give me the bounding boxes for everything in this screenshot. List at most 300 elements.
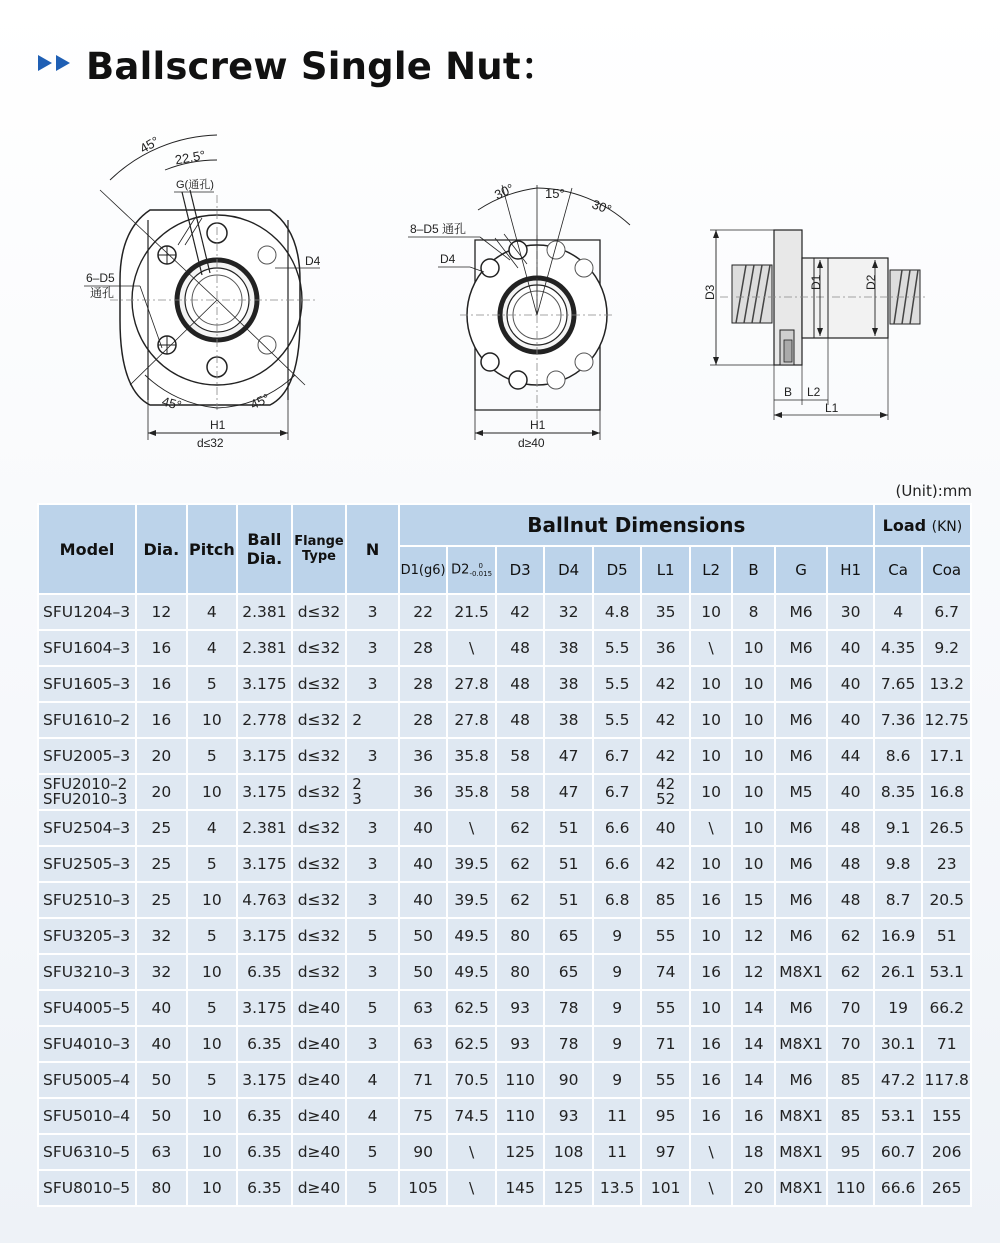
l2-label: L2 xyxy=(807,385,821,399)
cell-d4: 108 xyxy=(545,1135,592,1169)
col-n: N xyxy=(347,505,398,593)
g-through-hole-label: G(通孔) xyxy=(176,179,214,191)
cell-h1: 85 xyxy=(828,1063,873,1097)
col-d4: D4 xyxy=(545,547,592,593)
cell-h1: 44 xyxy=(828,739,873,773)
cell-model: SFU3210–3 xyxy=(39,955,135,989)
col-d2 xyxy=(448,547,495,593)
cell-flange: d≥40 xyxy=(293,1063,346,1097)
cell-dia: 25 xyxy=(137,811,186,845)
cell-d1: 50 xyxy=(400,955,447,989)
cell-b: 10 xyxy=(733,811,773,845)
cell-n xyxy=(347,775,398,809)
cell-l1: 74 xyxy=(642,955,689,989)
cell-d5: 6.8 xyxy=(594,883,641,917)
cell-d3: 93 xyxy=(497,991,544,1025)
cell-d5: 9 xyxy=(594,1063,641,1097)
cell-coa: 16.8 xyxy=(923,775,970,809)
cell-flange: d≤32 xyxy=(293,955,346,989)
cell-d3: 145 xyxy=(497,1171,544,1205)
cell-pitch: 10 xyxy=(188,1135,237,1169)
cell-g: M8X1 xyxy=(776,955,827,989)
cell-d4: 38 xyxy=(545,667,592,701)
col-d5: D5 xyxy=(594,547,641,593)
cell-b: 16 xyxy=(733,1099,773,1133)
cell-d2: 62.5 xyxy=(448,991,495,1025)
cell-l1: 42 xyxy=(642,667,689,701)
cell-d5: 5.5 xyxy=(594,667,641,701)
cell-l2: 10 xyxy=(691,991,731,1025)
cell-d3: 58 xyxy=(497,739,544,773)
load-header xyxy=(875,505,970,545)
cell-dia: 20 xyxy=(137,775,186,809)
cell-d4: 125 xyxy=(545,1171,592,1205)
cell-d5: 9 xyxy=(594,955,641,989)
cell-d1: 40 xyxy=(400,847,447,881)
d1-label: D1 xyxy=(809,274,823,290)
cell-ca: 4 xyxy=(875,595,922,629)
cell-b: 12 xyxy=(733,919,773,953)
cell-n: 4 xyxy=(347,1099,398,1133)
cell-d1: 36 xyxy=(400,775,447,809)
cell-model: SFU2505–3 xyxy=(39,847,135,881)
cell-d3: 110 xyxy=(497,1099,544,1133)
cell-d2: 21.5 xyxy=(448,595,495,629)
cell-d2: 49.5 xyxy=(448,919,495,953)
cell-ca: 4.35 xyxy=(875,631,922,665)
col-g: G xyxy=(776,547,827,593)
cell-d5: 6.7 xyxy=(594,739,641,773)
cell-l2: \ xyxy=(691,1171,731,1205)
cell-l1: 101 xyxy=(642,1171,689,1205)
cell-l1-line2: 52 xyxy=(656,790,676,808)
cell-pitch: 10 xyxy=(188,955,237,989)
d2-label: D2 xyxy=(864,274,878,290)
angle-22-5-label: 22.5° xyxy=(173,147,207,168)
cell-ball: 6.35 xyxy=(238,955,291,989)
cell-d1: 50 xyxy=(400,919,447,953)
cell-d5: 5.5 xyxy=(594,703,641,737)
cell-h1: 48 xyxy=(828,847,873,881)
cell-g: M5 xyxy=(776,775,827,809)
cell-pitch: 10 xyxy=(188,775,237,809)
cell-model: SFU6310–5 xyxy=(39,1135,135,1169)
flange-drawing-large xyxy=(400,110,650,455)
cell-d1: 28 xyxy=(400,667,447,701)
load-label: Load xyxy=(882,515,927,535)
cell-d4: 78 xyxy=(545,991,592,1025)
cell-d4: 51 xyxy=(545,883,592,917)
cell-d3: 48 xyxy=(497,703,544,737)
cell-g: M6 xyxy=(776,811,827,845)
cell-ball: 6.35 xyxy=(238,1135,291,1169)
cell-d4: 51 xyxy=(545,847,592,881)
cell-g: M8X1 xyxy=(776,1099,827,1133)
cell-pitch: 5 xyxy=(188,1063,237,1097)
cell-model: SFU8010–5 xyxy=(39,1171,135,1205)
cell-pitch: 5 xyxy=(188,667,237,701)
d2-tol-top: 0 xyxy=(478,562,483,570)
cell-flange: d≤32 xyxy=(293,883,346,917)
cell-d3: 42 xyxy=(497,595,544,629)
cell-l2: 10 xyxy=(691,919,731,953)
cell-d5: 5.5 xyxy=(594,631,641,665)
cell-d4: 90 xyxy=(545,1063,592,1097)
cell-coa: 12.75 xyxy=(923,703,970,737)
cell-d1: 28 xyxy=(400,703,447,737)
col-d1: D1(g6) xyxy=(400,547,447,593)
cell-n: 3 xyxy=(347,883,398,917)
cell-g: M6 xyxy=(776,739,827,773)
cell-dia: 32 xyxy=(137,919,186,953)
cell-model: SFU1605–3 xyxy=(39,667,135,701)
cell-l2: 10 xyxy=(691,847,731,881)
cell-dia: 12 xyxy=(137,595,186,629)
angle-45-bottom-left-label: 45° xyxy=(160,393,184,414)
cell-pitch: 5 xyxy=(188,739,237,773)
cell-g: M8X1 xyxy=(776,1171,827,1205)
angle-15-label: 15° xyxy=(545,186,565,201)
cell-b: 14 xyxy=(733,1063,773,1097)
cell-l2: 16 xyxy=(691,1099,731,1133)
cell-ball: 3.175 xyxy=(238,739,291,773)
cell-dia: 25 xyxy=(137,847,186,881)
cell-n: 5 xyxy=(347,991,398,1025)
cell-ca: 26.1 xyxy=(875,955,922,989)
load-unit: (KN) xyxy=(931,518,963,535)
col-l1: L1 xyxy=(642,547,689,593)
col-flange-type xyxy=(293,505,346,593)
cell-ca: 16.9 xyxy=(875,919,922,953)
cell-d2: \ xyxy=(448,1135,495,1169)
b-label: B xyxy=(784,385,793,399)
col-coa: Coa xyxy=(923,547,970,593)
col-model: Model xyxy=(39,505,135,593)
cell-d1: 63 xyxy=(400,991,447,1025)
d5-sub-label: 通孔 xyxy=(90,286,115,300)
cell-ca: 7.65 xyxy=(875,667,922,701)
angle-30-right-label: 30° xyxy=(589,196,614,218)
cell-d2: 62.5 xyxy=(448,1027,495,1061)
l1-label: L1 xyxy=(825,401,839,415)
cell-ball: 3.175 xyxy=(238,775,291,809)
table-row xyxy=(39,919,970,953)
col-l2: L2 xyxy=(691,547,731,593)
table-row xyxy=(39,595,970,629)
cell-d4: 78 xyxy=(545,1027,592,1061)
cell-dia: 80 xyxy=(137,1171,186,1205)
cell-dia: 16 xyxy=(137,667,186,701)
cell-h1: 62 xyxy=(828,919,873,953)
cell-b: 12 xyxy=(733,955,773,989)
cell-flange: d≤32 xyxy=(293,667,346,701)
h1-label-large: H1 xyxy=(530,418,546,432)
cell-l2: 10 xyxy=(691,667,731,701)
cell-l2: 10 xyxy=(691,703,731,737)
cell-h1: 95 xyxy=(828,1135,873,1169)
cell-dia: 16 xyxy=(137,703,186,737)
cell-l1: 85 xyxy=(642,883,689,917)
cell-model-line1: SFU2010–2 xyxy=(43,775,128,793)
cell-d1: 22 xyxy=(400,595,447,629)
cell-d5: 11 xyxy=(594,1135,641,1169)
cell-d3: 48 xyxy=(497,631,544,665)
cell-dia: 50 xyxy=(137,1063,186,1097)
table-row xyxy=(39,811,970,845)
h1-label-small: H1 xyxy=(210,418,226,432)
cell-coa: 6.7 xyxy=(923,595,970,629)
cell-model: SFU4010–3 xyxy=(39,1027,135,1061)
cell-d2: 35.8 xyxy=(448,775,495,809)
table-row xyxy=(39,739,970,773)
cell-d1: 71 xyxy=(400,1063,447,1097)
cell-n: 2 xyxy=(347,703,398,737)
table-row xyxy=(39,1063,970,1097)
cell-ball: 3.175 xyxy=(238,667,291,701)
cell-model xyxy=(39,775,135,809)
cell-dia: 32 xyxy=(137,955,186,989)
flange-line1: Flange xyxy=(294,534,344,549)
cell-flange: d≥40 xyxy=(293,991,346,1025)
cell-flange: d≤32 xyxy=(293,847,346,881)
cell-g: M6 xyxy=(776,595,827,629)
cell-d5: 6.7 xyxy=(594,775,641,809)
cell-l1: 40 xyxy=(642,811,689,845)
cell-n: 3 xyxy=(347,667,398,701)
cell-g: M8X1 xyxy=(776,1135,827,1169)
cell-b: 10 xyxy=(733,703,773,737)
cell-ball: 6.35 xyxy=(238,1099,291,1133)
cell-l2: \ xyxy=(691,811,731,845)
cell-ball: 3.175 xyxy=(238,847,291,881)
table-row xyxy=(39,1027,970,1061)
cell-coa: 155 xyxy=(923,1099,970,1133)
cell-ball: 2.381 xyxy=(238,631,291,665)
cell-ca: 30.1 xyxy=(875,1027,922,1061)
cell-l2: 10 xyxy=(691,775,731,809)
col-dia: Dia. xyxy=(137,505,186,593)
cell-l2: 16 xyxy=(691,955,731,989)
col-h1: H1 xyxy=(828,547,873,593)
cell-pitch: 5 xyxy=(188,991,237,1025)
cell-d2: 27.8 xyxy=(448,703,495,737)
cell-b: 10 xyxy=(733,631,773,665)
ballscrew-dimension-table xyxy=(37,503,972,1207)
cell-n: 3 xyxy=(347,1027,398,1061)
cell-d4: 47 xyxy=(545,775,592,809)
col-d3: D3 xyxy=(497,547,544,593)
cell-l2: \ xyxy=(691,1135,731,1169)
cell-l1: 42 xyxy=(642,703,689,737)
d-size-large-label: d≥40 xyxy=(518,436,545,450)
d-size-small-label: d≤32 xyxy=(197,436,224,450)
cell-n: 3 xyxy=(347,739,398,773)
cell-d1: 90 xyxy=(400,1135,447,1169)
cell-pitch: 5 xyxy=(188,847,237,881)
cell-ca: 66.6 xyxy=(875,1171,922,1205)
cell-l1: 55 xyxy=(642,1063,689,1097)
d5-label-large: 8–D5 通孔 xyxy=(410,222,467,236)
ball-dia-line2: Dia. xyxy=(246,549,283,568)
cell-d4: 65 xyxy=(545,955,592,989)
cell-pitch: 5 xyxy=(188,919,237,953)
cell-b: 18 xyxy=(733,1135,773,1169)
cell-d5: 13.5 xyxy=(594,1171,641,1205)
flange-drawing-small xyxy=(70,110,320,455)
cell-coa: 51 xyxy=(923,919,970,953)
table-row xyxy=(39,703,970,737)
cell-n: 5 xyxy=(347,919,398,953)
cell-d4: 38 xyxy=(545,631,592,665)
cell-ca: 60.7 xyxy=(875,1135,922,1169)
cell-dia: 20 xyxy=(137,739,186,773)
cell-model: SFU1604–3 xyxy=(39,631,135,665)
cell-ca: 47.2 xyxy=(875,1063,922,1097)
cell-n: 3 xyxy=(347,847,398,881)
cell-g: M6 xyxy=(776,667,827,701)
cell-n: 5 xyxy=(347,1135,398,1169)
cell-g: M6 xyxy=(776,631,827,665)
cell-d3: 62 xyxy=(497,847,544,881)
cell-g: M6 xyxy=(776,991,827,1025)
cell-d1: 28 xyxy=(400,631,447,665)
cell-d1: 40 xyxy=(400,883,447,917)
cell-flange: d≥40 xyxy=(293,1099,346,1133)
cell-l2: 10 xyxy=(691,739,731,773)
cell-h1: 70 xyxy=(828,1027,873,1061)
cell-flange: d≤32 xyxy=(293,775,346,809)
cell-h1: 40 xyxy=(828,667,873,701)
cell-ca: 19 xyxy=(875,991,922,1025)
table-row xyxy=(39,955,970,989)
d4-label: D4 xyxy=(305,254,320,268)
cell-d3: 48 xyxy=(497,667,544,701)
cell-d2: 27.8 xyxy=(448,667,495,701)
cell-d4: 93 xyxy=(545,1099,592,1133)
cell-b: 8 xyxy=(733,595,773,629)
cell-ball: 6.35 xyxy=(238,1027,291,1061)
cell-d5: 9 xyxy=(594,919,641,953)
table-row xyxy=(39,991,970,1025)
cell-d1: 105 xyxy=(400,1171,447,1205)
cell-pitch: 4 xyxy=(188,595,237,629)
cell-b: 10 xyxy=(733,667,773,701)
cell-coa: 9.2 xyxy=(923,631,970,665)
cell-ball: 3.175 xyxy=(238,991,291,1025)
cell-d3: 93 xyxy=(497,1027,544,1061)
cell-d5: 4.8 xyxy=(594,595,641,629)
ball-dia-line1: Ball xyxy=(247,530,282,549)
cell-l1: 42 xyxy=(642,739,689,773)
cell-model: SFU1610–2 xyxy=(39,703,135,737)
cell-d2: \ xyxy=(448,811,495,845)
cell-flange: d≤32 xyxy=(293,919,346,953)
cell-l1: 71 xyxy=(642,1027,689,1061)
angle-30-left-label: 30° xyxy=(492,180,517,203)
cell-b: 14 xyxy=(733,991,773,1025)
cell-d2: 74.5 xyxy=(448,1099,495,1133)
cell-coa: 117.8 xyxy=(923,1063,970,1097)
cell-ball: 6.35 xyxy=(238,1171,291,1205)
cell-g: M6 xyxy=(776,883,827,917)
cell-d3: 62 xyxy=(497,811,544,845)
cell-pitch: 4 xyxy=(188,631,237,665)
cell-n: 3 xyxy=(347,811,398,845)
cell-coa: 17.1 xyxy=(923,739,970,773)
cell-model: SFU5005–4 xyxy=(39,1063,135,1097)
angle-45-top-label: 45° xyxy=(137,133,162,157)
cell-d5: 6.6 xyxy=(594,847,641,881)
cell-pitch: 10 xyxy=(188,883,237,917)
cell-d3: 62 xyxy=(497,883,544,917)
cell-ball: 3.175 xyxy=(238,919,291,953)
cell-flange: d≤32 xyxy=(293,631,346,665)
cell-flange: d≥40 xyxy=(293,1135,346,1169)
cell-d2: 70.5 xyxy=(448,1063,495,1097)
cell-l1: 35 xyxy=(642,595,689,629)
cell-coa: 206 xyxy=(923,1135,970,1169)
cell-l1: 42 xyxy=(642,847,689,881)
cell-d3: 80 xyxy=(497,919,544,953)
cell-h1: 40 xyxy=(828,631,873,665)
cell-d2: 39.5 xyxy=(448,847,495,881)
cell-pitch: 10 xyxy=(188,1027,237,1061)
cell-ca: 7.36 xyxy=(875,703,922,737)
cell-dia: 16 xyxy=(137,631,186,665)
table-row xyxy=(39,775,970,809)
d2-label-text: D2 xyxy=(451,562,470,578)
cell-ca: 9.8 xyxy=(875,847,922,881)
cell-pitch: 10 xyxy=(188,1171,237,1205)
cell-ball: 2.381 xyxy=(238,595,291,629)
col-ca: Ca xyxy=(875,547,922,593)
cell-b: 14 xyxy=(733,1027,773,1061)
table-row xyxy=(39,667,970,701)
cell-g: M6 xyxy=(776,847,827,881)
col-b: B xyxy=(733,547,773,593)
table-row xyxy=(39,883,970,917)
cell-l2: 16 xyxy=(691,883,731,917)
cell-ball: 4.763 xyxy=(238,883,291,917)
cell-l1: 36 xyxy=(642,631,689,665)
cell-b: 10 xyxy=(733,739,773,773)
cell-b: 20 xyxy=(733,1171,773,1205)
cell-g: M6 xyxy=(776,919,827,953)
cell-coa: 23 xyxy=(923,847,970,881)
cell-g: M8X1 xyxy=(776,1027,827,1061)
cell-ball: 3.175 xyxy=(238,1063,291,1097)
d3-label: D3 xyxy=(703,284,717,300)
cell-l2: 16 xyxy=(691,1063,731,1097)
cell-h1: 40 xyxy=(828,703,873,737)
d4-label-large: D4 xyxy=(440,252,456,266)
cell-b: 10 xyxy=(733,847,773,881)
cell-coa: 66.2 xyxy=(923,991,970,1025)
cell-coa: 53.1 xyxy=(923,955,970,989)
cell-h1: 30 xyxy=(828,595,873,629)
cell-d4: 38 xyxy=(545,703,592,737)
cell-d1: 40 xyxy=(400,811,447,845)
page-title: Ballscrew Single Nut： xyxy=(86,45,558,88)
technical-drawings xyxy=(0,110,1000,470)
cell-model: SFU2510–3 xyxy=(39,883,135,917)
cell-flange: d≥40 xyxy=(293,1171,346,1205)
table-body xyxy=(39,595,970,1205)
cell-b: 15 xyxy=(733,883,773,917)
cell-l2: \ xyxy=(691,631,731,665)
cell-d4: 65 xyxy=(545,919,592,953)
cell-model: SFU5010–4 xyxy=(39,1099,135,1133)
